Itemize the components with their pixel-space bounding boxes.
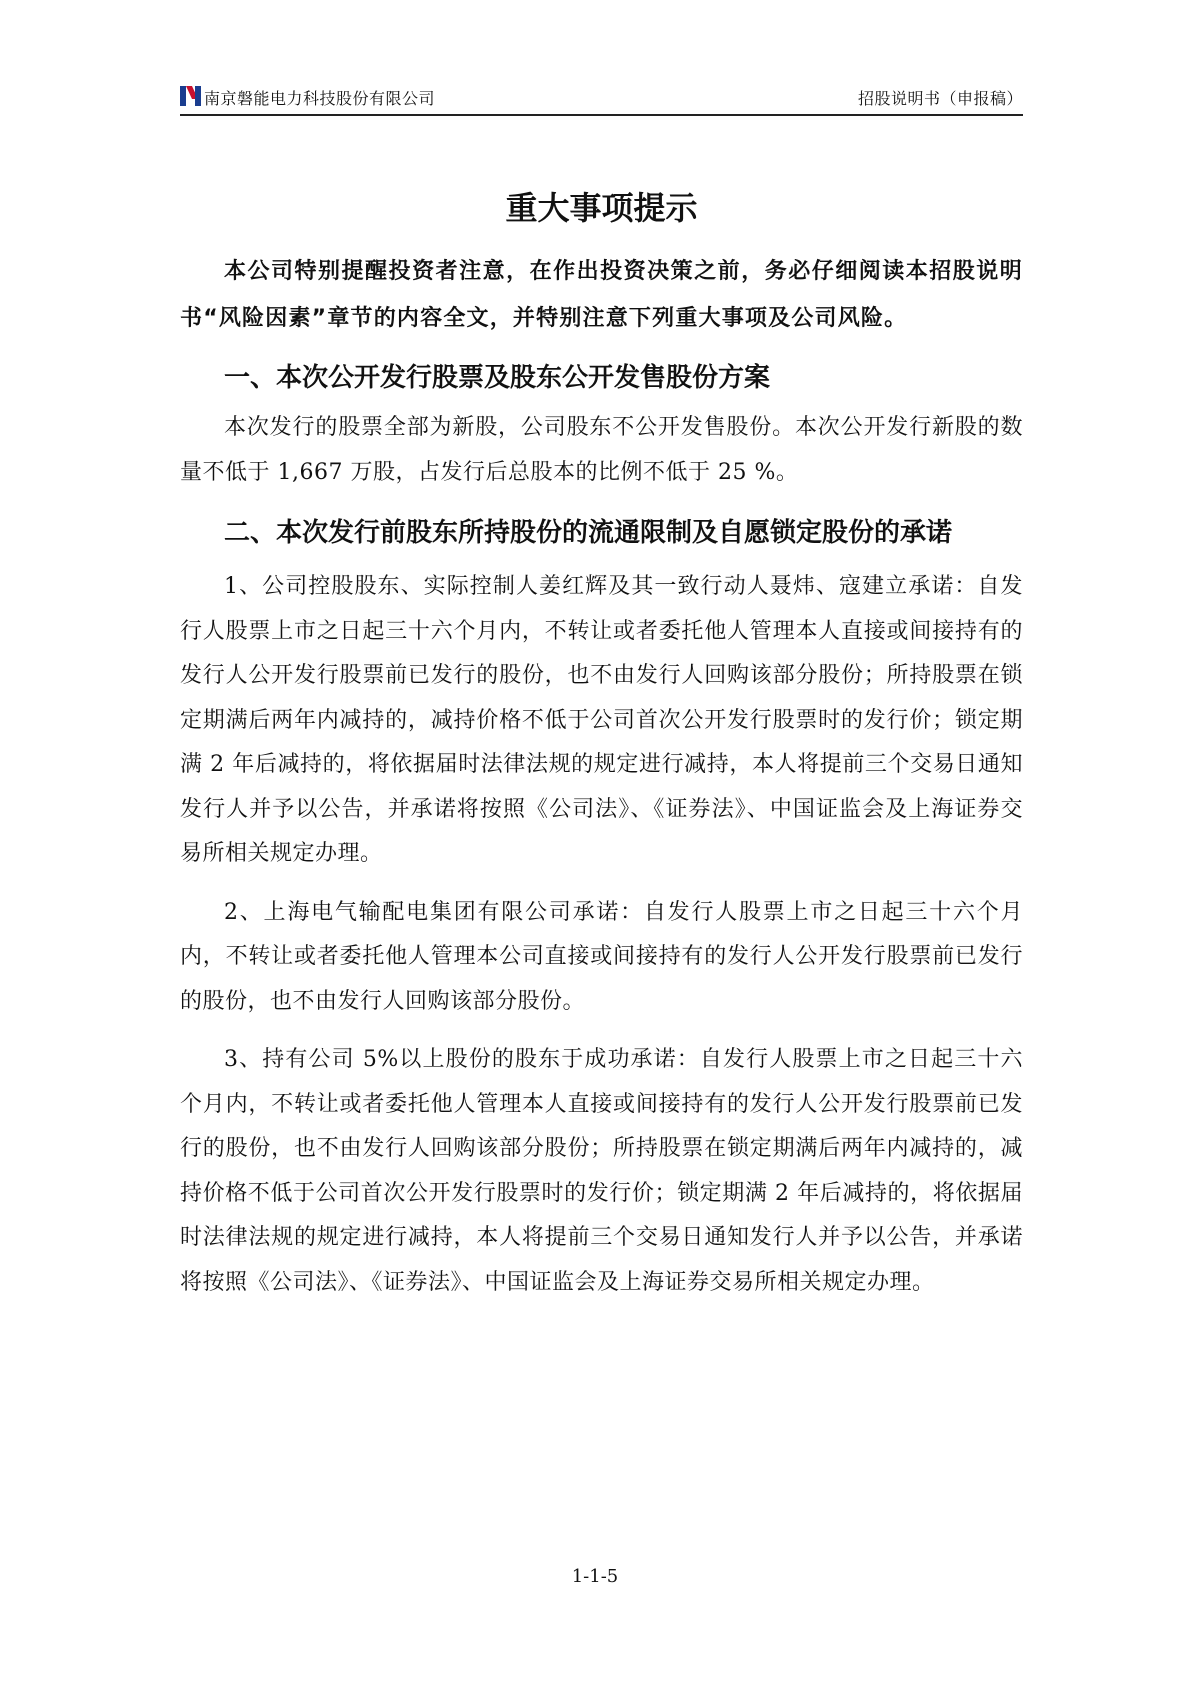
section-heading-1: 一、本次公开发行股票及股东公开发售股份方案 xyxy=(224,363,771,393)
header-document-type: 招股说明书（申报稿） xyxy=(857,89,1023,108)
company-logo-icon xyxy=(180,85,202,107)
section-1-paragraph: 本次发行的股票全部为新股，公司股东不公开发售股份。本次公开发行新股的数量不低于 1,667 万股，占发行后总股本的比例不低于 25 %。 xyxy=(180,415,1023,485)
commitment-paragraph-3: 3、持有公司 5%以上股份的股东于成功承诺：自发行人股票上市之日起三十六个月内，不转让或者委托他人管理本人直接或间接持有的发行人公开发行股票前已发行的股份，也不由发行人回购该部分股份；所持股票在锁定期满后两年内减持的，减持价格不低于公司首次公开发行股票时的发行价；锁定期满 2 年后减持的，将依据届时法律法规的规定进行减持，本人将提前三个交易日通知发行人并予以公告，并承诺将按照《公司法》、《证券法》、中国证监会及上海证券交易所相关规定办理。 xyxy=(180,1047,1023,1295)
commitment-paragraph-1: 1、公司控股股东、实际控制人姜红辉及其一致行动人聂炜、寇建立承诺：自发行人股票上市之日起三十六个月内，不转让或者委托他人管理本人直接或间接持有的发行人公开发行股票前已发行的股份，也不由发行人回购该部分股份；所持股票在锁定期满后两年内减持的，减持价格不低于公司首次公开发行股票时的发行价；锁定期满 2 年后减持的，将依据届时法律法规的规定进行减持，本人将提前三个交易日通知发行人并予以公告，并承诺将按照《公司法》、《证券法》、中国证监会及上海证券交易所相关规定办理。 xyxy=(180,574,1023,866)
investor-notice: 本公司特别提醒投资者注意，在作出投资决策之前，务必仔细阅读本招股说明书“风险因素”章节的内容全文，并特别注意下列重大事项及公司风险。 xyxy=(180,259,1023,331)
page-number: 1-1-5 xyxy=(571,1566,619,1587)
header-company-name: 南京磐能电力科技股份有限公司 xyxy=(204,89,436,108)
page-header xyxy=(180,82,1023,116)
document-body xyxy=(180,180,1023,1305)
commitment-paragraph-2: 2、上海电气输配电集团有限公司承诺：自发行人股票上市之日起三十六个月内，不转让或者委托他人管理本公司直接或间接持有的发行人公开发行股票前已发行的股份，也不由发行人回购该部分股份。 xyxy=(180,899,1023,1014)
page-title: 重大事项提示 xyxy=(505,189,698,227)
section-heading-2: 二、本次发行前股东所持股份的流通限制及自愿锁定股份的承诺 xyxy=(224,518,953,548)
